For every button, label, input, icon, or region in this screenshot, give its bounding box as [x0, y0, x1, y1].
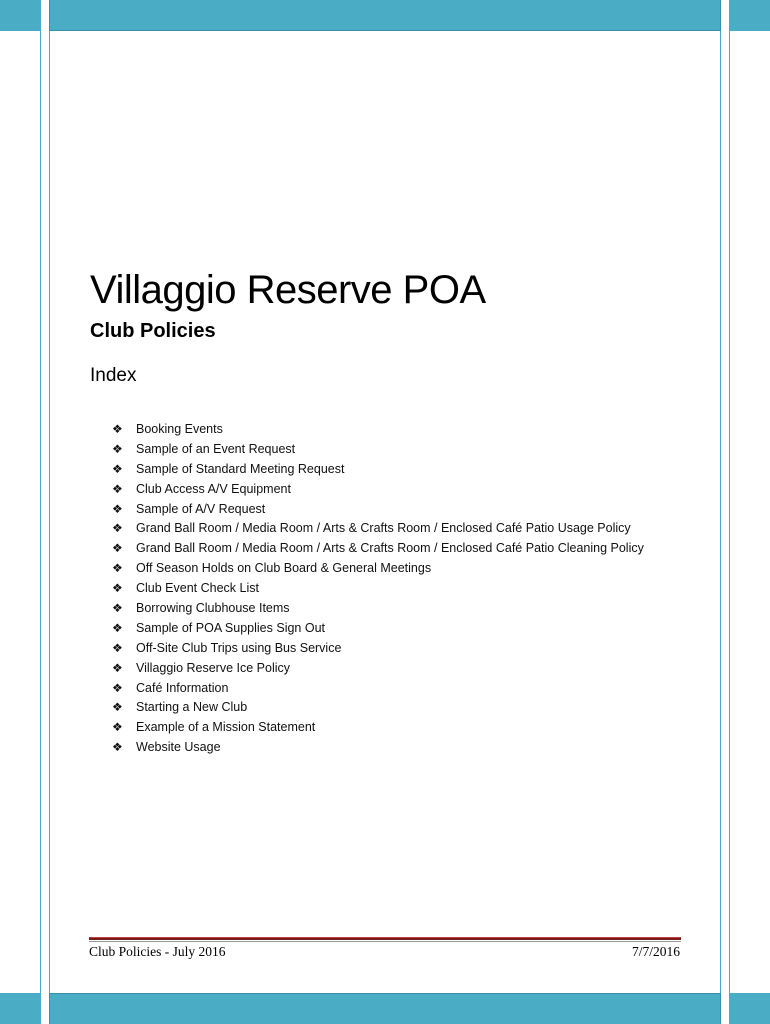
index-item: [112, 440, 644, 460]
index-item-label: Grand Ball Room / Media Room / Arts & Crafts Room / Enclosed Café Patio Cleaning Policy: [136, 541, 644, 556]
index-item: [112, 559, 644, 579]
index-item-label: Sample of Standard Meeting Request: [136, 461, 345, 476]
index-item-label: Club Access A/V Equipment: [136, 481, 291, 496]
page-right-edge: [720, 0, 721, 1024]
left-margin-strip: [0, 0, 41, 1024]
diamond-bullet-icon: ❖: [112, 640, 123, 655]
index-item: [112, 698, 644, 718]
index-item: [112, 579, 644, 599]
index-item: [112, 420, 644, 440]
index-item: [112, 480, 644, 500]
diamond-bullet-icon: ❖: [112, 620, 123, 635]
diamond-bullet-icon: ❖: [112, 720, 123, 735]
diamond-bullet-icon: ❖: [112, 481, 123, 496]
diamond-bullet-icon: ❖: [112, 581, 123, 596]
header-band: [49, 0, 721, 31]
index-item-label: Café Information: [136, 680, 229, 695]
right-margin-strip: [729, 0, 770, 1024]
corner-block-top-right: [729, 0, 770, 31]
diamond-bullet-icon: ❖: [112, 601, 123, 616]
footer-left-text: Club Policies - July 2016: [89, 944, 226, 959]
diamond-bullet-icon: ❖: [112, 441, 123, 456]
index-item: [112, 639, 644, 659]
index-item: [112, 679, 644, 699]
document-subtitle: Club Policies: [90, 320, 216, 342]
diamond-bullet-icon: ❖: [112, 422, 123, 436]
index-item: [112, 519, 644, 539]
footer-date: 7/7/2016: [631, 944, 680, 959]
diamond-bullet-icon: ❖: [112, 740, 123, 755]
index-item-label: Booking Events: [136, 422, 223, 436]
index-item: [112, 718, 644, 738]
diamond-bullet-icon: ❖: [112, 521, 123, 536]
corner-block-top-left: [0, 0, 41, 31]
footer-rule-thin: [89, 941, 681, 942]
diamond-bullet-icon: ❖: [112, 541, 123, 556]
diamond-bullet-icon: ❖: [112, 680, 123, 695]
footer-band: [49, 993, 721, 1024]
index-item-label: Off Season Holds on Club Board & General Meetings: [136, 561, 432, 576]
index-item-label: Off-Site Club Trips using Bus Service: [136, 640, 342, 655]
index-item-label: Example of a Mission Statement: [136, 720, 316, 735]
document-title: Villaggio Reserve POA: [90, 268, 486, 312]
index-item: [112, 460, 644, 480]
index-item: [112, 539, 644, 559]
diamond-bullet-icon: ❖: [112, 700, 123, 715]
diamond-bullet-icon: ❖: [112, 461, 123, 476]
index-item-label: Villaggio Reserve Ice Policy: [136, 660, 291, 675]
index-item-label: Club Event Check List: [136, 581, 259, 596]
index-item-label: Starting a New Club: [136, 700, 248, 715]
index-item: [112, 599, 644, 619]
index-item: [112, 619, 644, 639]
diamond-bullet-icon: ❖: [112, 660, 123, 675]
index-item-label: Sample of POA Supplies Sign Out: [136, 620, 325, 635]
corner-block-bottom-left: [0, 993, 41, 1024]
index-item-label: Website Usage: [136, 740, 221, 755]
index-item-label: Grand Ball Room / Media Room / Arts & Crafts Room / Enclosed Café Patio Usage Policy: [136, 521, 631, 536]
index-item: [112, 659, 644, 679]
footer-rule: [89, 937, 681, 940]
diamond-bullet-icon: ❖: [112, 501, 123, 516]
diamond-bullet-icon: ❖: [112, 561, 123, 576]
index-item: [112, 738, 644, 758]
corner-block-bottom-right: [729, 993, 770, 1024]
index-list: [112, 420, 644, 758]
index-item-label: Sample of an Event Request: [136, 441, 296, 456]
index-item-label: Sample of A/V Request: [136, 501, 266, 516]
index-item-label: Borrowing Clubhouse Items: [136, 601, 290, 616]
index-heading: Index: [90, 365, 137, 386]
page-left-edge: [49, 0, 50, 1024]
index-item: [112, 500, 644, 520]
